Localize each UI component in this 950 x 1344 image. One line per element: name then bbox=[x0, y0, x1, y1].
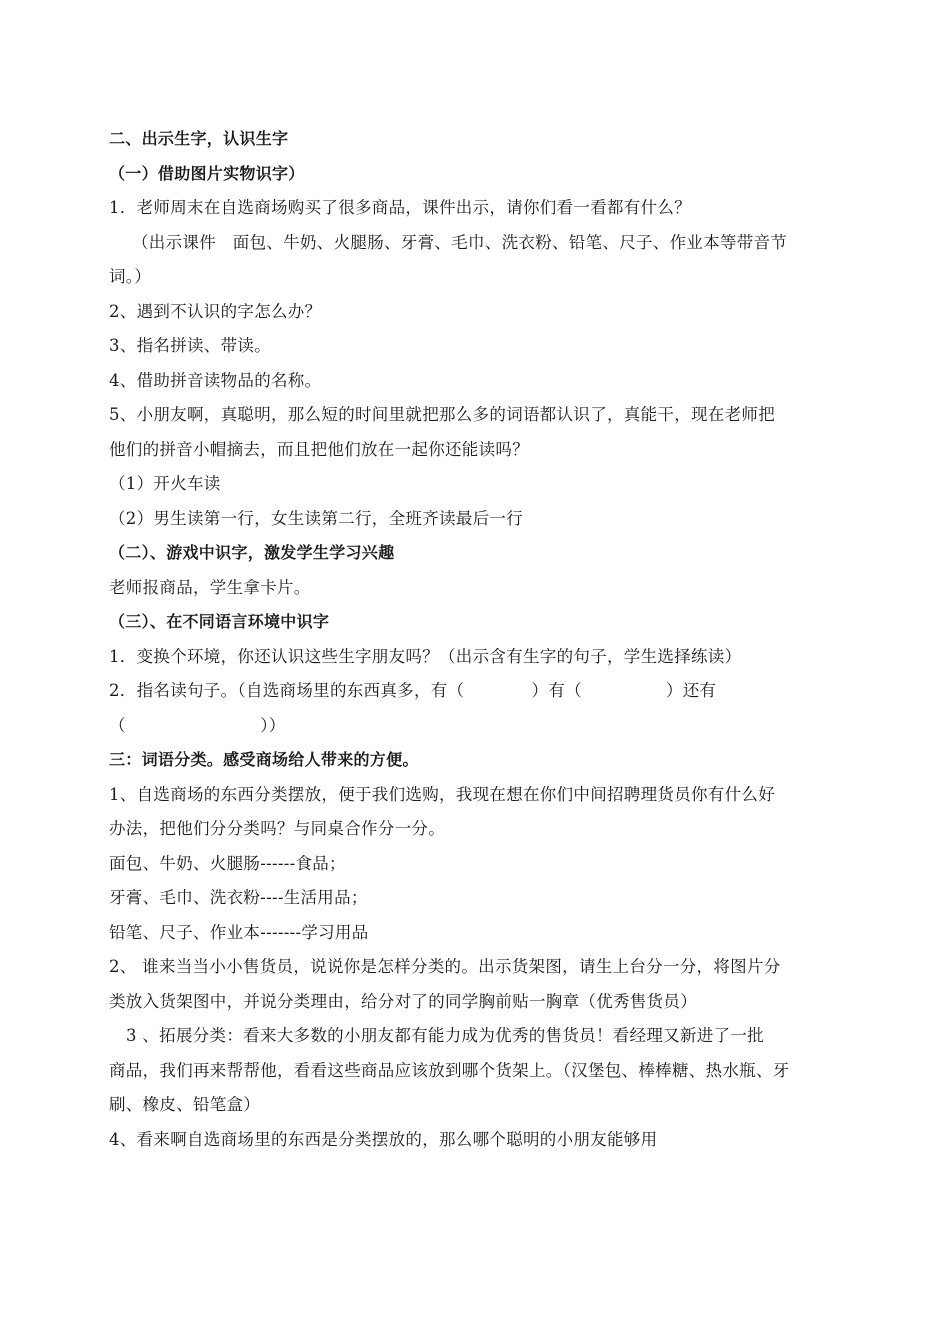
paragraph-line: 办法，把他们分分类吗？与同桌合作分一分。 bbox=[109, 819, 445, 838]
paragraph-line: 1、自选商场的东西分类摆放，便于我们选购，我现在想在你们中间招聘理货员你有什么好 bbox=[109, 784, 775, 804]
paragraph-line: 词。） bbox=[109, 267, 152, 286]
paragraph-line: （1）开火车读 bbox=[109, 474, 221, 493]
paragraph-line: （2）男生读第一行，女生读第二行，全班齐读最后一行 bbox=[109, 508, 523, 528]
paragraph-line: 3、指名拼读、带读。 bbox=[109, 336, 271, 355]
category-line-study: 铅笔、尺子、作业本-------学习用品 bbox=[109, 922, 369, 942]
category-line-food: 面包、牛奶、火腿肠------食品； bbox=[109, 853, 346, 873]
paragraph-line: 老师报商品，学生拿卡片。 bbox=[109, 577, 311, 597]
subsection-heading-3: （三）、在不同语言环境中识字 bbox=[109, 612, 330, 631]
paragraph-line: 2．指名读句子。（自选商场里的东西真多，有（ ）有（ ）还有 bbox=[109, 681, 717, 700]
paragraph-line: 刷、橡皮、铅笔盒） bbox=[109, 1095, 261, 1114]
subsection-heading-2: （二）、游戏中识字，激发学生学习兴趣 bbox=[109, 543, 395, 562]
section-heading-2: 二、出示生字，认识生字 bbox=[109, 129, 289, 148]
paragraph-line: 2、 谁来当当小小售货员，说说你是怎样分类的。出示货架图，请生上台分一分，将图片分 bbox=[109, 957, 781, 976]
paragraph-line: （出示课件 面包、牛奶、火腿肠、牙膏、毛巾、洗衣粉、铅笔、尺子、作业本等带音节 bbox=[132, 232, 788, 252]
section-heading-3: 三：词语分类。感受商场给人带来的方便。 bbox=[109, 750, 419, 769]
paragraph-line: 5、小朋友啊，真聪明，那么短的时间里就把那么多的词语都认识了，真能干，现在老师把 bbox=[109, 405, 775, 424]
document-body bbox=[109, 122, 849, 1157]
category-line-daily: 牙膏、毛巾、洗衣粉----生活用品； bbox=[109, 888, 368, 907]
subsection-heading-1: （一）借助图片实物识字） bbox=[109, 163, 305, 183]
paragraph-line: 3 、拓展分类：看来大多数的小朋友都有能力成为优秀的售货员！看经理又新进了一批 bbox=[126, 1026, 764, 1045]
paragraph-line: 4、看来啊自选商场里的东西是分类摆放的，那么哪个聪明的小朋友能够用 bbox=[109, 1129, 658, 1149]
paragraph-line: 2、遇到不认识的字怎么办？ bbox=[109, 301, 322, 321]
paragraph-line: 1．老师周末在自选商场购买了很多商品，课件出示，请你们看一看都有什么？ bbox=[109, 198, 691, 217]
paragraph-line: 1．变换个环境，你还认识这些生字朋友吗？（出示含有生字的句子，学生选择练读） bbox=[109, 646, 742, 666]
paragraph-line: 他们的拼音小帽摘去，而且把他们放在一起你还能读吗？ bbox=[109, 439, 529, 459]
paragraph-line: 4、借助拼音读物品的名称。 bbox=[109, 370, 322, 390]
paragraph-line: （ ）） bbox=[109, 715, 286, 735]
paragraph-line: 类放入货架图中，并说分类理由，给分对了的同学胸前贴一胸章（优秀售货员） bbox=[109, 991, 697, 1011]
paragraph-line: 商品，我们再来帮帮他，看看这些商品应该放到哪个货架上。（汉堡包、棒棒糖、热水瓶、牙 bbox=[109, 1060, 790, 1080]
